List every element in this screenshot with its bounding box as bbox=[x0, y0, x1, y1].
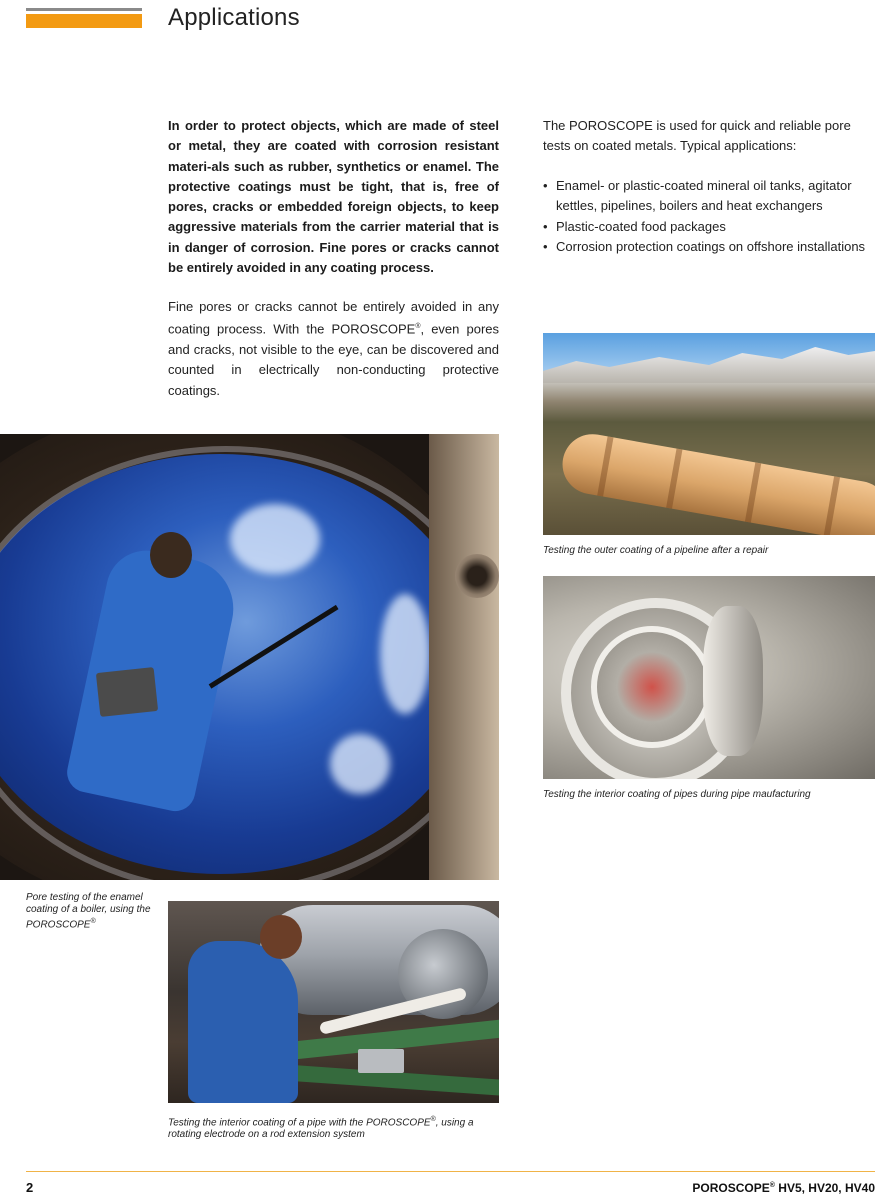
body-text-part1: Fine pores or cracks cannot be entirely avoided in any coating process. With the POROSCOPE bbox=[168, 299, 499, 337]
registered-mark: ® bbox=[90, 918, 96, 925]
side-pipe bbox=[455, 554, 499, 598]
worker-figure bbox=[188, 941, 298, 1103]
pipe-band bbox=[597, 436, 613, 496]
body-text-part2: , even pores and cracks, not visible to the eye, can be discovered and counted in electrically non-conducting protective coatings. bbox=[168, 321, 499, 398]
highlight bbox=[230, 504, 320, 574]
boiler-caption-text: Pore testing of the enamel coating of a boiler, using the POROSCOPE bbox=[26, 892, 151, 931]
header-orange-bar bbox=[26, 14, 142, 28]
pipeline-tube bbox=[558, 429, 875, 535]
applications-list bbox=[543, 176, 877, 257]
pipes-caption: Testing the interior coating of pipes during pipe maufacturing bbox=[543, 789, 811, 800]
header-gray-bar bbox=[26, 8, 142, 11]
boiler-caption bbox=[26, 892, 156, 931]
poroscope-device bbox=[358, 1049, 404, 1073]
pipe-band bbox=[745, 462, 761, 522]
pipe-ring bbox=[591, 626, 713, 748]
pipe-band bbox=[824, 476, 840, 535]
page-title: Applications bbox=[168, 4, 300, 31]
footer-product-name: POROSCOPE bbox=[692, 1181, 770, 1195]
workshop-photo bbox=[168, 901, 499, 1103]
pipe-band bbox=[666, 449, 682, 509]
pipes-interior-photo bbox=[543, 576, 875, 779]
worker-head bbox=[260, 915, 302, 959]
workshop-caption-text-end: , using a rotating electrode on a rod extension system bbox=[168, 1117, 474, 1141]
pipeline-photo bbox=[543, 333, 875, 535]
page-number: 2 bbox=[26, 1180, 34, 1195]
registered-mark: ® bbox=[415, 323, 421, 331]
boiler-wall bbox=[429, 434, 499, 880]
list-item: • Plastic-coated food packages bbox=[543, 217, 877, 237]
pipe-segment bbox=[703, 606, 763, 756]
worker-head bbox=[150, 532, 192, 578]
intro-paragraph: In order to protect objects, which are made of steel or metal, they are coated with corrosion resistant materi-als such as rubber, synthetics or enamel. The protective coatings must be tight, that is, free of pores, cracks or embedded foreign objects, to keep aggressive materials from the carrier material that is in danger of corrosion. Fine pores or cracks cannot be entirely avoided in any coating process. bbox=[168, 118, 499, 276]
list-item: • Enamel- or plastic-coated mineral oil tanks, agitator kettles, pipelines, boilers and heat exchangers bbox=[543, 176, 877, 217]
pipeline-caption: Testing the outer coating of a pipeline after a repair bbox=[543, 545, 769, 556]
workshop-caption bbox=[168, 1114, 499, 1141]
applications-intro: The POROSCOPE is used for quick and reliable pore tests on coated metals. Typical applications: bbox=[543, 118, 851, 154]
registered-mark: ® bbox=[430, 1116, 436, 1123]
footer-product-models: HV5, HV20, HV40 bbox=[774, 1181, 875, 1195]
mountains-shape bbox=[543, 343, 875, 383]
body-paragraph bbox=[168, 297, 499, 401]
highlight bbox=[330, 734, 390, 794]
boiler-photo bbox=[0, 434, 499, 880]
footer-rule bbox=[26, 1171, 875, 1172]
highlight bbox=[380, 594, 430, 714]
workshop-caption-text: Testing the interior coating of a pipe with the POROSCOPE bbox=[168, 1117, 431, 1129]
list-item: • Corrosion protection coatings on offshore installations bbox=[543, 237, 877, 257]
footer-product bbox=[692, 1181, 875, 1195]
poroscope-device bbox=[96, 667, 158, 717]
registered-mark: ® bbox=[769, 1182, 775, 1189]
